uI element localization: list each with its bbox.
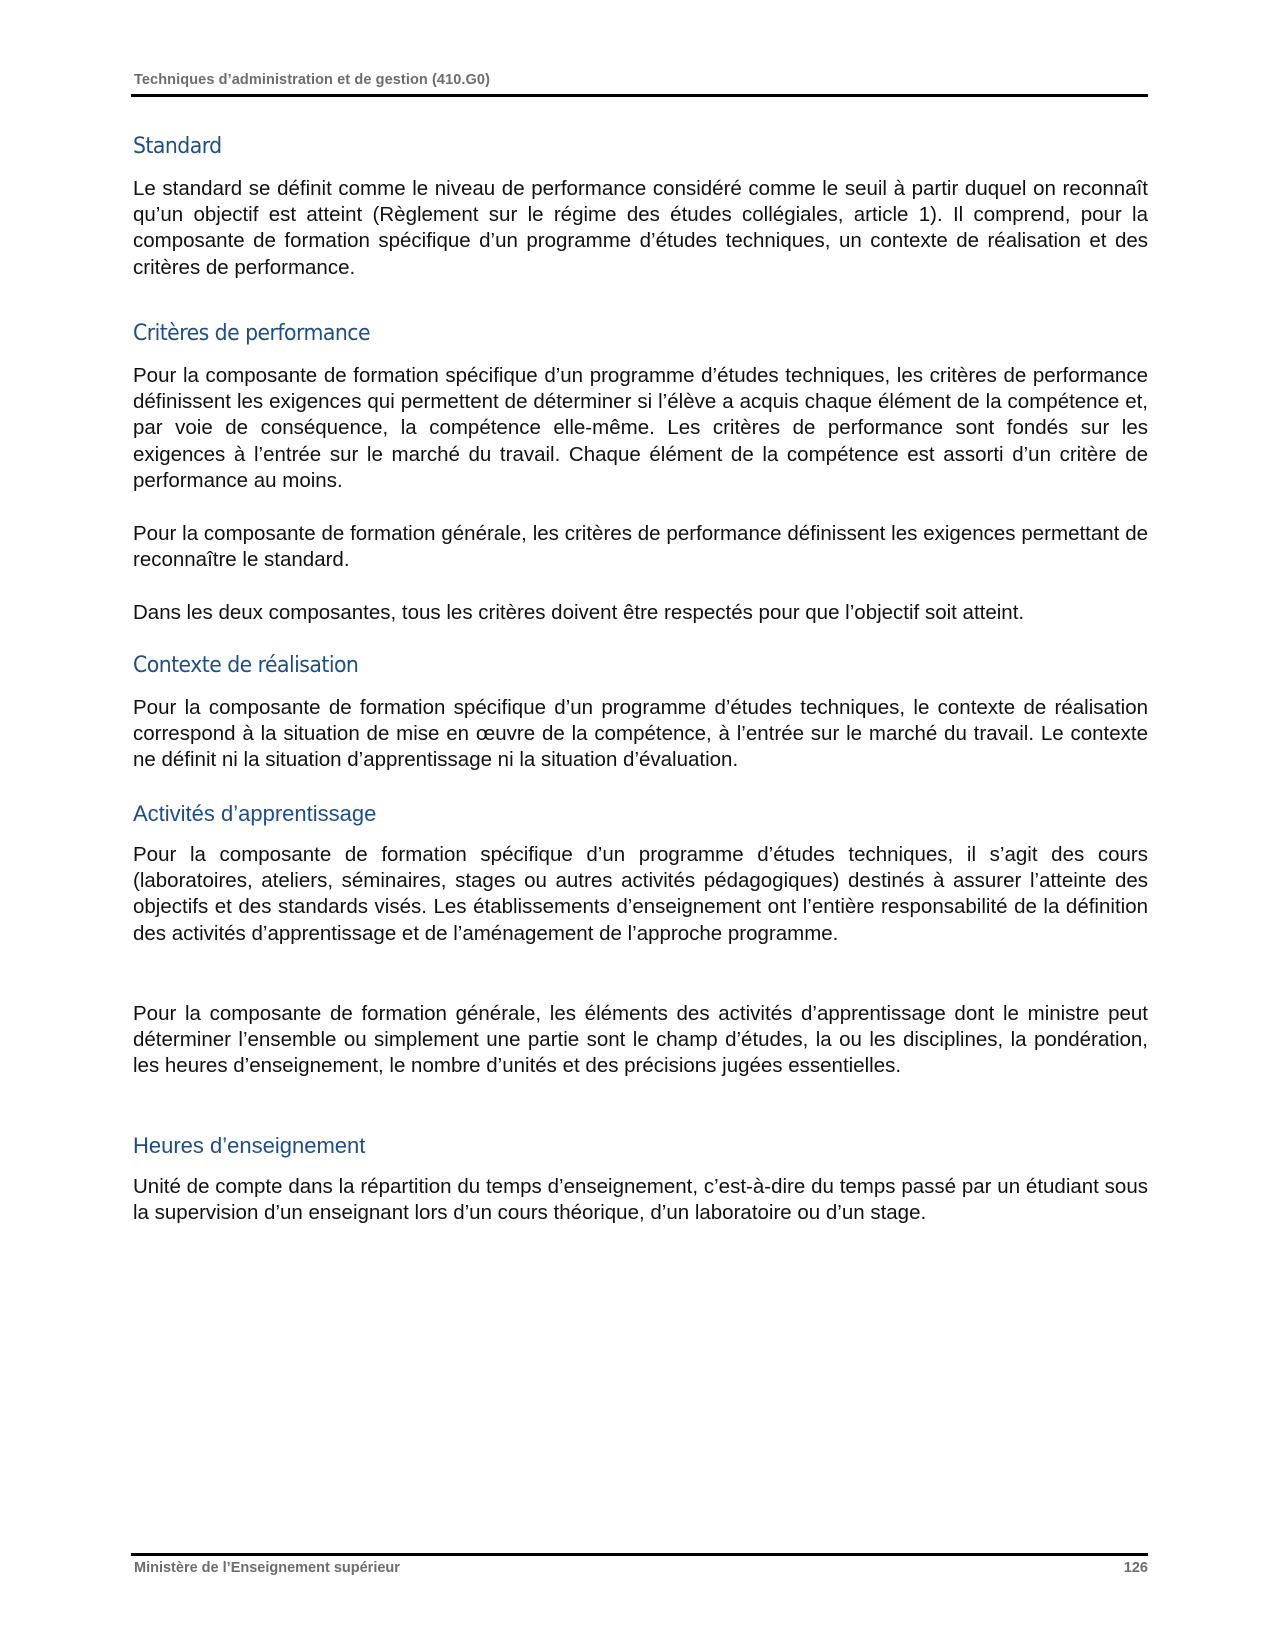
section-heading-criteres: Critères de performance [133,321,370,346]
section-heading-contexte: Contexte de réalisation [133,653,359,678]
section-heading-standard: Standard [133,134,222,159]
paragraph-standard-definition: Le standard se définit comme le niveau de performance considéré comme le seuil à partir duquel on reconnaît qu’un objectif est atteint (Règlement sur le régime des études collégiales, article 1). Il comprend, pour la composante de formation spécifique d’un programme d’études techniques, un contexte de réalisation et des critères de performance. [133,177,1148,279]
running-header: Techniques d’administration et de gestion (410.G0) [134,72,491,88]
page-number: 126 [1123,1560,1148,1576]
footer-publisher: Ministère de l’Enseignement supérieur [134,1560,400,1576]
paragraph-criteres-deux-composantes: Dans les deux composantes, tous les critères doivent être respectés pour que l’objectif soit atteint. [133,601,1025,624]
paragraph-criteres-specifique: Pour la composante de formation spécifique d’un programme d’études techniques, les critères de performance définissent les exigences qui permettent de déterminer si l’élève a acquis chaque élément de la compétence et, par voie de conséquence, la compétence elle-même. Les critères de performance sont fondés sur les exigences à l’entrée sur le marché du travail. Chaque élément de la compétence est assorti d’un critère de performance au moins. [133,364,1148,492]
section-heading-heures: Heures d’enseignement [133,1133,366,1158]
footer-rule [131,1553,1148,1556]
paragraph-criteres-generale: Pour la composante de formation générale, les critères de performance définissent les exigences permettant de reconnaître le standard. [133,522,1148,572]
paragraph-activites-generale: Pour la composante de formation générale, les éléments des activités d’apprentissage dont le ministre peut déterminer l’ensemble ou simplement une partie sont le champ d’études, la ou les disciplines, la pondération, les heures d’enseignement, le nombre d’unités et des précisions jugées essentielles. [133,1002,1148,1078]
paragraph-heures: Unité de compte dans la répartition du temps d’enseignement, c’est-à-dire du temps passé par un étudiant sous la supervision d’un enseignant lors d’un cours théorique, d’un laboratoire ou d’un stage. [133,1175,1148,1225]
section-heading-activites: Activités d’apprentissage [133,801,377,826]
paragraph-contexte: Pour la composante de formation spécifique d’un programme d’études techniques, le contexte de réalisation correspond à la situation de mise en œuvre de la compétence, à l’entrée sur le marché du travail. Le contexte ne définit ni la situation d’apprentissage ni la situation d’évaluation. [133,696,1148,772]
header-rule [131,94,1148,97]
paragraph-activites-specifique: Pour la composante de formation spécifique d’un programme d’études techniques, il s’agit des cours (laboratoires, ateliers, séminaires, stages ou autres activités pédagogiques) destinés à assurer l’atteinte des objectifs et des standards visés. Les établissements d’enseignement ont l’entière responsabilité de la définition des activités d’apprentissage et de l’aménagement de l’approche programme. [133,843,1148,945]
